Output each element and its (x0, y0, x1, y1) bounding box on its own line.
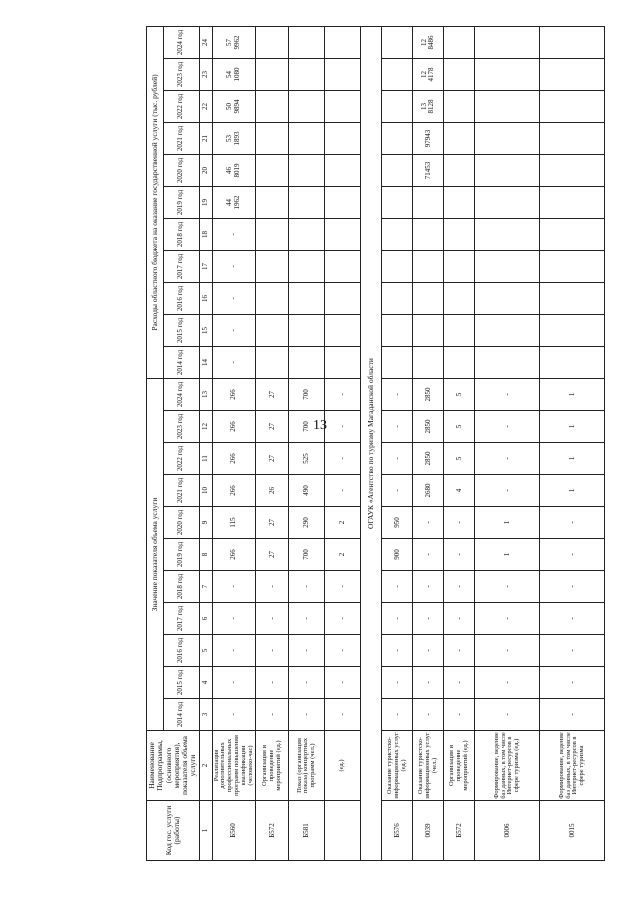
expense-value (540, 187, 605, 219)
expense-value (325, 123, 361, 155)
column-number: 9 (199, 507, 212, 539)
expense-value (289, 187, 325, 219)
volume-value: 266 (212, 475, 256, 507)
column-number: 11 (199, 443, 212, 475)
volume-value: 2850 (413, 443, 444, 475)
expense-value: - (212, 283, 256, 315)
expense-value (256, 315, 289, 347)
volume-value: - (540, 539, 605, 571)
service-name: Оказание туристско-информационных услуг (ед.) (382, 731, 413, 801)
expense-value (475, 155, 540, 187)
expense-value (540, 315, 605, 347)
expense-year-header: 2022 год (163, 91, 199, 123)
name-column-header: Наименование Подпрограммы, (основного мероприятия), показателя объема услуги (147, 731, 200, 801)
expense-value (444, 91, 475, 123)
volume-value: 27 (256, 411, 289, 443)
expense-value (540, 59, 605, 91)
service-name: Оказание туристско-информационных услуг (чел.) (413, 731, 444, 801)
volume-value: - (325, 411, 361, 443)
volume-value: 2680 (413, 475, 444, 507)
volume-value: - (212, 667, 256, 699)
expense-value (325, 27, 361, 59)
volume-value: 5 (444, 411, 475, 443)
expense-value (382, 59, 413, 91)
volume-value: 26 (256, 475, 289, 507)
volume-year-header: 2022 год (163, 443, 199, 475)
expense-value (475, 283, 540, 315)
volume-value: - (413, 603, 444, 635)
expense-value: 44 1962 (212, 187, 256, 219)
expense-year-header: 2020 год (163, 155, 199, 187)
volume-value: - (289, 635, 325, 667)
expense-value (540, 123, 605, 155)
expense-value (382, 123, 413, 155)
volume-value: - (212, 635, 256, 667)
volume-value: - (382, 411, 413, 443)
expense-value (413, 251, 444, 283)
volume-value: - (475, 667, 540, 699)
volume-value: - (382, 603, 413, 635)
expense-value (475, 347, 540, 379)
column-number: 12 (199, 411, 212, 443)
volume-year-header: 2023 год (163, 411, 199, 443)
volume-year-header: 2015 год (163, 667, 199, 699)
volume-value: 1 (475, 507, 540, 539)
expense-value (289, 59, 325, 91)
expense-value (413, 219, 444, 251)
expense-value (289, 219, 325, 251)
expense-value (475, 123, 540, 155)
volume-value: - (256, 571, 289, 603)
expense-value (289, 27, 325, 59)
expense-value (289, 155, 325, 187)
service-code: 0039 (413, 801, 444, 861)
expense-value (382, 27, 413, 59)
volume-value: - (413, 507, 444, 539)
column-number: 3 (199, 699, 212, 731)
volume-value: 2 (325, 507, 361, 539)
volume-value: 950 (382, 507, 413, 539)
expense-value (540, 91, 605, 123)
expense-value (256, 347, 289, 379)
service-name: (ед.) (325, 731, 361, 801)
expense-value (289, 315, 325, 347)
expense-value (444, 27, 475, 59)
volume-value: - (382, 379, 413, 411)
expense-value (325, 315, 361, 347)
expense-value: - (212, 347, 256, 379)
volume-value: - (325, 379, 361, 411)
column-number: 16 (199, 283, 212, 315)
expense-value (382, 251, 413, 283)
volume-value: - (444, 507, 475, 539)
volume-value: - (256, 667, 289, 699)
expense-value (325, 59, 361, 91)
volume-value: - (212, 571, 256, 603)
expense-value (444, 187, 475, 219)
volume-value: - (540, 571, 605, 603)
expense-year-header: 2014 год (163, 347, 199, 379)
expense-value (540, 283, 605, 315)
volume-value: 525 (289, 443, 325, 475)
column-number: 2 (199, 731, 212, 801)
volume-value: 266 (212, 443, 256, 475)
volume-value: 1 (475, 539, 540, 571)
expense-value (540, 219, 605, 251)
column-number: 20 (199, 155, 212, 187)
expense-value (475, 219, 540, 251)
expense-value (382, 315, 413, 347)
volume-value: 900 (382, 539, 413, 571)
expense-year-header: 2024 год (163, 27, 199, 59)
expense-year-header: 2017 год (163, 251, 199, 283)
expense-value (256, 155, 289, 187)
volume-year-header: 2024 год (163, 379, 199, 411)
volume-value: - (382, 475, 413, 507)
table-row (475, 27, 540, 861)
expense-value: 57 9962 (212, 27, 256, 59)
expense-value: - (212, 219, 256, 251)
volume-value: 266 (212, 379, 256, 411)
volume-value: - (540, 635, 605, 667)
column-number: 22 (199, 91, 212, 123)
expense-value: 97943 (413, 123, 444, 155)
volume-value: - (325, 571, 361, 603)
expense-value (475, 59, 540, 91)
volume-value: - (382, 635, 413, 667)
volume-year-header: 2019 год (163, 539, 199, 571)
volume-year-header: 2016 год (163, 635, 199, 667)
expense-value: 12 8486 (413, 27, 444, 59)
expense-value (413, 315, 444, 347)
expense-value (289, 347, 325, 379)
volume-value: - (325, 475, 361, 507)
service-code: Б576 (382, 801, 413, 861)
volume-value: - (475, 475, 540, 507)
expense-value: 71453 (413, 155, 444, 187)
expense-value: 46 8019 (212, 155, 256, 187)
volume-value: - (444, 667, 475, 699)
expense-value (382, 283, 413, 315)
expense-value (325, 347, 361, 379)
service-code: Б581 (289, 801, 325, 861)
expense-value (382, 91, 413, 123)
volume-value: 700 (289, 379, 325, 411)
table-row (540, 27, 605, 861)
volume-value: 1 (540, 475, 605, 507)
expense-value (325, 251, 361, 283)
expense-value (540, 347, 605, 379)
volume-value: - (289, 667, 325, 699)
volume-value: - (413, 571, 444, 603)
table-row (413, 27, 444, 861)
volume-value: - (325, 667, 361, 699)
volume-value: - (540, 699, 605, 731)
volume-value: 27 (256, 443, 289, 475)
expense-value: 12 4178 (413, 59, 444, 91)
column-number: 5 (199, 635, 212, 667)
expense-value: 53 1893 (212, 123, 256, 155)
volume-value: 27 (256, 379, 289, 411)
volume-value: - (475, 379, 540, 411)
column-number: 6 (199, 603, 212, 635)
expense-value (289, 91, 325, 123)
expense-value (289, 251, 325, 283)
expense-value (444, 59, 475, 91)
service-name: Реализация дополнительных профессиональных программ повышения квалификации (человеко-час) (212, 731, 256, 801)
volume-value: 266 (212, 411, 256, 443)
volume-value: 2850 (413, 379, 444, 411)
expense-value (540, 251, 605, 283)
expense-value (325, 219, 361, 251)
volume-value: - (444, 539, 475, 571)
volume-value: 1 (540, 411, 605, 443)
expense-value (289, 283, 325, 315)
column-number: 7 (199, 571, 212, 603)
expense-year-header: 2021 год (163, 123, 199, 155)
column-number: 10 (199, 475, 212, 507)
expense-value (413, 283, 444, 315)
column-number: 1 (199, 801, 212, 861)
volume-group-header: Значение показателя объема услуги (147, 379, 164, 731)
volume-value: - (475, 411, 540, 443)
expense-value: - (212, 251, 256, 283)
expense-value (325, 283, 361, 315)
table-row (289, 27, 325, 861)
volume-value: - (540, 667, 605, 699)
volume-year-header: 2017 год (163, 603, 199, 635)
volume-value: - (382, 571, 413, 603)
services-table (146, 26, 605, 861)
volume-year-header: 2014 год (163, 699, 199, 731)
volume-value: - (256, 699, 289, 731)
expense-value (444, 155, 475, 187)
column-number: 19 (199, 187, 212, 219)
table-row (212, 27, 256, 861)
volume-value: - (475, 699, 540, 731)
expense-value (413, 187, 444, 219)
volume-value: - (382, 443, 413, 475)
expense-value (444, 347, 475, 379)
volume-value: - (325, 635, 361, 667)
column-number: 23 (199, 59, 212, 91)
table-row (325, 27, 361, 861)
service-code: Б560 (212, 801, 256, 861)
volume-value: - (444, 635, 475, 667)
volume-value: - (444, 571, 475, 603)
table-row (382, 27, 413, 861)
volume-value: - (475, 603, 540, 635)
expense-value (382, 347, 413, 379)
service-code: Б572 (444, 801, 475, 861)
column-number: 21 (199, 123, 212, 155)
volume-value: - (325, 443, 361, 475)
column-number: 15 (199, 315, 212, 347)
service-code: 0015 (540, 801, 605, 861)
expense-value (475, 91, 540, 123)
volume-value: - (444, 603, 475, 635)
expense-value (256, 219, 289, 251)
volume-value: - (289, 571, 325, 603)
expense-value (475, 251, 540, 283)
expense-value (475, 27, 540, 59)
volume-value: - (289, 699, 325, 731)
expense-year-header: 2015 год (163, 315, 199, 347)
volume-value: - (413, 667, 444, 699)
table-row (256, 27, 289, 861)
service-name: Формирование, ведение баз данных, в том числе Интернет-ресурсов в сфере туризма (540, 731, 605, 801)
volume-value: 115 (212, 507, 256, 539)
volume-value: - (413, 539, 444, 571)
expense-group-header: Расходы областного бюджета на оказание государственной услуги (тыс. рублей) (147, 27, 164, 379)
volume-value: 1 (540, 443, 605, 475)
volume-value: 4 (444, 475, 475, 507)
expense-value (256, 91, 289, 123)
volume-value: 700 (289, 411, 325, 443)
table-row (444, 27, 475, 861)
volume-value: 290 (289, 507, 325, 539)
page-number: 13 (313, 418, 327, 433)
expense-value (413, 347, 444, 379)
volume-value: 2 (325, 539, 361, 571)
volume-value: 700 (289, 539, 325, 571)
volume-value: 490 (289, 475, 325, 507)
service-name: Показ (организация показа) концертных программ (чел.) (289, 731, 325, 801)
expense-value (289, 123, 325, 155)
volume-value: - (382, 699, 413, 731)
volume-value: 5 (444, 443, 475, 475)
volume-value: - (289, 603, 325, 635)
volume-value: - (444, 699, 475, 731)
volume-value: - (540, 603, 605, 635)
expense-value (325, 155, 361, 187)
volume-value: 27 (256, 539, 289, 571)
expense-value: 13 8128 (413, 91, 444, 123)
service-code: Б572 (256, 801, 289, 861)
expense-year-header: 2023 год (163, 59, 199, 91)
expense-value (475, 187, 540, 219)
volume-value: - (475, 571, 540, 603)
volume-value: 266 (212, 539, 256, 571)
volume-value: - (475, 635, 540, 667)
volume-year-header: 2018 год (163, 571, 199, 603)
expense-value (325, 187, 361, 219)
volume-year-header: 2021 год (163, 475, 199, 507)
expense-value (382, 219, 413, 251)
volume-value: - (413, 635, 444, 667)
volume-value: - (212, 603, 256, 635)
expense-value (256, 27, 289, 59)
expense-value (382, 187, 413, 219)
column-number: 14 (199, 347, 212, 379)
column-number: 8 (199, 539, 212, 571)
service-name: Организация и проведение мероприятий (ед.) (444, 731, 475, 801)
expense-value (540, 155, 605, 187)
expense-value: 50 9894 (212, 91, 256, 123)
expense-value (444, 283, 475, 315)
column-number: 4 (199, 667, 212, 699)
expense-value (256, 59, 289, 91)
volume-value: 1 (540, 379, 605, 411)
expense-year-header: 2019 год (163, 187, 199, 219)
service-name: Формирование, ведение баз данных, в том числе Интернет-ресурсов в сфере туризма (ед.) (475, 731, 540, 801)
expense-value (444, 315, 475, 347)
column-number: 24 (199, 27, 212, 59)
volume-value: 5 (444, 379, 475, 411)
volume-value: - (382, 667, 413, 699)
volume-value: 27 (256, 507, 289, 539)
volume-value: - (325, 603, 361, 635)
expense-value (256, 123, 289, 155)
expense-year-header: 2016 год (163, 283, 199, 315)
volume-value: - (413, 699, 444, 731)
expense-value (325, 91, 361, 123)
volume-value: - (256, 635, 289, 667)
service-code (325, 801, 361, 861)
volume-value: - (475, 443, 540, 475)
expense-value (444, 219, 475, 251)
volume-value: - (256, 603, 289, 635)
expense-value (475, 315, 540, 347)
expense-value (444, 123, 475, 155)
volume-value: - (325, 699, 361, 731)
organization-title: ОГАУК «Агентство по туризму Магаданской области (361, 27, 382, 861)
code-column-header: Код гос. услуги (работы) (147, 801, 200, 861)
volume-value: - (540, 507, 605, 539)
expense-value (256, 187, 289, 219)
expense-value (444, 251, 475, 283)
volume-value: 2850 (413, 411, 444, 443)
column-number: 13 (199, 379, 212, 411)
service-code: 0006 (475, 801, 540, 861)
expense-year-header: 2018 год (163, 219, 199, 251)
column-number: 17 (199, 251, 212, 283)
expense-value (382, 155, 413, 187)
service-name: Организация и проведение мероприятий (ед.) (256, 731, 289, 801)
expense-value (256, 251, 289, 283)
volume-value: - (212, 699, 256, 731)
volume-year-header: 2020 год (163, 507, 199, 539)
rotated-page-content (146, 26, 586, 861)
expense-value: 54 1080 (212, 59, 256, 91)
expense-value (256, 283, 289, 315)
column-number: 18 (199, 219, 212, 251)
expense-value (540, 27, 605, 59)
expense-value: - (212, 315, 256, 347)
